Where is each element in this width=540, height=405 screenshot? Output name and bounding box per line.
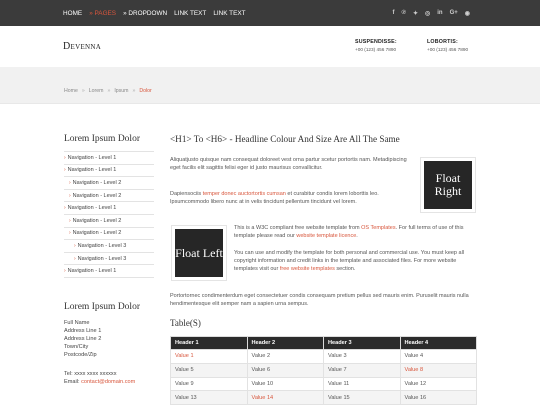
table-row [171,391,477,405]
contact-phone: +00 (123) 456 7890 [355,47,397,52]
text: section. [334,266,356,272]
contact-phone: +00 (123) 456 7890 [427,47,469,52]
table-header: Header 2 [247,337,324,350]
table-cell: Value 9 [171,377,248,391]
float-right-image [421,158,475,212]
paragraph [234,249,477,273]
address-line: Full Name [64,319,90,326]
nav-link-text-1[interactable]: LINK TEXT [174,9,207,17]
table-row [171,377,477,391]
table-cell-link[interactable]: Value 1 [171,350,248,364]
text: Dapiensociis [170,191,203,197]
address-line: Town/City [64,343,89,350]
text: You can use and modify the template for both personal and commercial use. You must keep all copyright information and credit links in the template and associated files. For more website templates visit our [234,250,465,272]
os-templates-link[interactable]: OS Templates [361,225,396,231]
table-cell: Value 2 [247,350,324,364]
breadcrumb-current: Dolor [139,88,152,94]
page-title-band [0,67,540,103]
top-navigation [63,0,253,26]
float-left-label: Float Left [175,245,223,260]
contact-block-1 [355,39,397,52]
nav-item-label: Navigation - Level 1 [67,268,117,275]
inline-link[interactable]: temper donec auctortortis cumsan [202,191,286,197]
telephone: Tel: xxxx xxxx xxxxxx [64,370,117,377]
float-right-label: Float Right [434,171,462,198]
nav-item-label: Navigation - Level 2 [72,230,122,237]
breadcrumb-home[interactable]: Home [64,88,78,94]
table-header: Header 4 [400,337,477,350]
linkedin-icon[interactable]: in [437,10,443,16]
table-cell: Value 7 [324,363,401,377]
table-cell: Value 4 [400,350,477,364]
address-line: Postcode/Zip [64,351,97,358]
pinterest-icon[interactable]: ℗ [401,10,406,16]
text: . For full terms of use of this template please read our [234,225,464,239]
site-logo[interactable]: Devenna [63,41,102,52]
paragraph [234,224,477,240]
nav-item-label: Navigation - Level 2 [72,217,122,224]
text: . [356,233,358,239]
main-content [170,134,477,401]
table-cell: Value 6 [247,363,324,377]
data-table [170,336,477,405]
breadcrumb-separator: » [132,88,136,94]
top-bar [0,0,540,26]
chevron-right-icon: › [64,268,66,275]
contact-title: SUSPENDISSE: [355,39,397,45]
sidebar-nav-item[interactable] [64,152,154,165]
table-header: Header 3 [324,337,401,350]
sidebar [64,134,154,386]
table-cell: Value 11 [324,377,401,391]
table-cell: Value 12 [400,377,477,391]
social-links [386,0,470,26]
nav-item-label: Navigation - Level 1 [67,205,117,212]
chevron-right-icon: › [64,154,66,161]
chevron-right-icon: › [69,230,71,237]
sidebar-nav-item[interactable] [64,253,154,266]
table-row [171,363,477,377]
breadcrumb-lorem[interactable]: Lorem [88,88,104,94]
sidebar-title: Lorem Ipsum Dolor [64,134,140,144]
nav-link-text-2[interactable]: LINK TEXT [213,9,246,17]
table-cell: Value 13 [171,391,248,405]
table-header: Header 1 [171,337,248,350]
chevron-right-icon: › [64,167,66,174]
nav-item-label: Navigation - Level 1 [67,167,117,174]
nav-dropdown[interactable]: » DROPDOWN [123,9,168,17]
breadcrumb-separator: » [81,88,85,94]
free-templates-link[interactable]: free website templates [279,266,335,272]
table-cell-link[interactable]: Value 8 [400,363,477,377]
nav-home[interactable]: HOME [63,9,83,17]
rss-icon[interactable]: ◉ [464,10,470,17]
nav-item-label: Navigation - Level 2 [72,192,122,199]
breadcrumb-separator: » [107,88,111,94]
table-header-row [171,337,477,350]
contact-block-2 [427,39,468,52]
contact-details [64,370,154,386]
breadcrumb-ipsum[interactable]: Ipsum [114,88,129,94]
chevron-right-icon: › [64,205,66,212]
sidebar-nav-item[interactable] [64,202,154,215]
divider [0,103,540,104]
sidebar-nav-item[interactable] [64,177,154,190]
breadcrumb [64,88,152,94]
text: et curabitur condis lorem loborttis leo. Ipsumcommodo libero nunc at in velis tincidunt pellentum tincidunt vel lorem. [170,191,379,205]
table-cell: Value 16 [400,391,477,405]
sidebar-nav-item[interactable] [64,165,154,178]
sidebar-title-2: Lorem Ipsum Dolor [64,301,140,312]
email-label: Email: [64,378,82,385]
nav-item-label: Navigation - Level 2 [72,179,122,186]
table-title: Table(S) [170,318,201,328]
contact-title: LOBORTIS: [427,39,458,45]
table-cell: Value 5 [171,363,248,377]
float-left-image [172,226,226,280]
chevron-right-icon: › [74,255,76,262]
address-line: Address Line 1 [64,327,102,334]
sidebar-nav-item[interactable] [64,228,154,241]
paragraph: Portortornec condimenterdum eget consectetuer condis consequam pretium pellus sed mauris enim. Puruselit mauris nulla hendimentesque elit semper nam a sapien urna sempus. [170,293,469,307]
nav-item-label: Navigation - Level 3 [77,255,127,262]
address-line: Address Line 2 [64,335,102,342]
table-cell-link[interactable]: Value 14 [247,391,324,405]
sidebar-nav [64,151,154,278]
chevron-right-icon: › [69,179,71,186]
twitter-icon[interactable]: ✦ [412,10,418,17]
nav-item-label: Navigation - Level 3 [77,242,127,249]
address-block [64,319,154,359]
chevron-right-icon: › [74,242,76,249]
sidebar-nav-item[interactable] [64,215,154,228]
site-header [0,26,540,67]
page-title: <H1> To <H6> - Headline Colour And Size Are All The Same [170,134,400,144]
chevron-right-icon: › [69,192,71,199]
text: This is a W3C compliant free website template from [234,225,362,231]
email-link[interactable]: contact@domain.com [81,378,136,385]
table-row [171,350,477,364]
table-cell: Value 3 [324,350,401,364]
nav-item-label: Navigation - Level 1 [67,154,117,161]
chevron-right-icon: › [69,217,71,224]
paragraph: Aliquatjusto quisque nam consequat doloreet vest orna partur scetur portortis nam. Metadipiscing eget facilis elit sagittis felisi eger id justo maurisus convallicitur. [170,157,407,171]
table-cell: Value 10 [247,377,324,391]
licence-link[interactable]: website template licence [296,233,357,239]
sidebar-nav-item[interactable] [64,190,154,203]
sidebar-nav-item[interactable] [64,265,154,278]
google-plus-icon[interactable]: G+ [449,10,458,16]
sidebar-nav-item[interactable] [64,240,154,253]
email-line [64,378,154,386]
nav-pages[interactable]: » PAGES [89,9,117,17]
dribbble-icon[interactable]: ◎ [424,10,431,17]
table-cell: Value 15 [324,391,401,405]
facebook-icon[interactable]: f [392,10,395,16]
paragraph [170,190,410,206]
